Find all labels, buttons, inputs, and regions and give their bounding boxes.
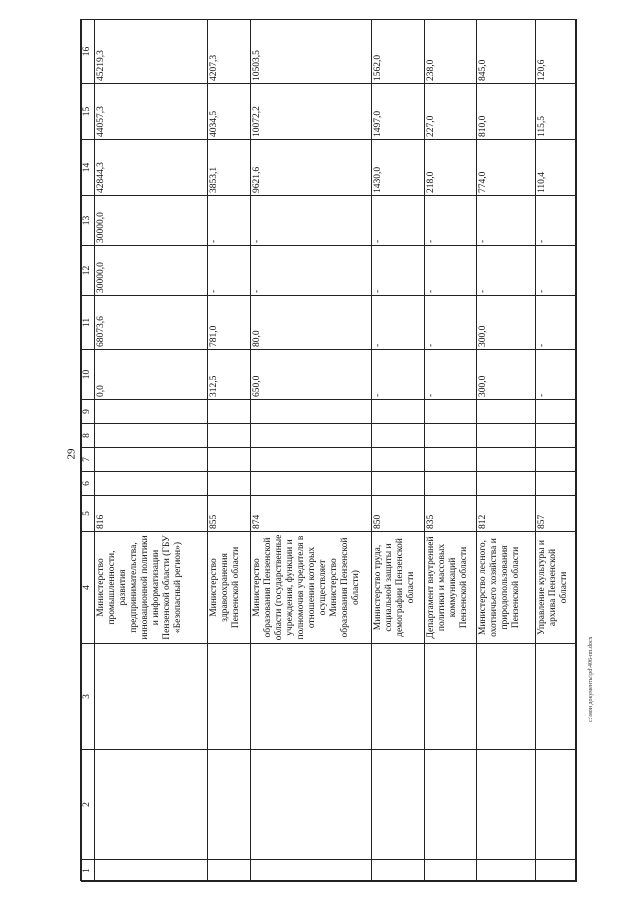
- table-cell-col12: -: [536, 246, 577, 296]
- column-header-14: 14: [82, 140, 95, 196]
- table-cell-col8: [371, 424, 424, 448]
- organization-cell: Министерство здравоохранения Пензенской области: [208, 532, 251, 644]
- table-cell-col15: 115,5: [536, 84, 577, 140]
- table-cell-col10: 650,0: [251, 350, 372, 400]
- table-cell-col1: [95, 860, 208, 882]
- table-cell-col7: [371, 448, 424, 472]
- table-cell-col1: [536, 860, 577, 882]
- table-cell-col11: 68073,6: [95, 296, 208, 350]
- table-cell-col10: -: [536, 350, 577, 400]
- column-header-12: 12: [82, 246, 95, 296]
- table-cell-col10: 312,5: [208, 350, 251, 400]
- table-row: [536, 20, 577, 882]
- column-header-7: 7: [82, 448, 95, 472]
- table-cell-col13: 30000,0: [95, 196, 208, 246]
- column-header-4: 4: [82, 532, 95, 644]
- table-cell-col10: -: [371, 350, 424, 400]
- table-cell-col5: 874: [251, 496, 372, 532]
- table-cell-col16: 10503,5: [251, 20, 372, 84]
- table-cell-col6: [208, 472, 251, 496]
- column-header-13: 13: [82, 196, 95, 246]
- table-cell-col15: 227,0: [425, 84, 476, 140]
- table-cell-col11: -: [371, 296, 424, 350]
- budget-table-container: [80, 19, 576, 881]
- table-cell-col14: 3853,1: [208, 140, 251, 196]
- table-cell-col9: [95, 400, 208, 424]
- table-row: [208, 20, 251, 882]
- table-cell-col2: [536, 750, 577, 860]
- table-cell-col12: -: [371, 246, 424, 296]
- table-cell-col9: [208, 400, 251, 424]
- table-cell-col12: -: [251, 246, 372, 296]
- table-cell-col3: [536, 644, 577, 750]
- table-cell-col6: [476, 472, 536, 496]
- organization-cell: Министерство промышленности, развития предпринимательства, инновационной политики и информатизации Пензенской области (ГБУ «Безопасный регион»): [95, 532, 208, 644]
- header-row: [82, 20, 95, 882]
- column-header-1: 1: [82, 860, 95, 882]
- table-cell-col9: [536, 400, 577, 424]
- table-cell-col7: [251, 448, 372, 472]
- table-cell-col13: -: [251, 196, 372, 246]
- column-header-16: 16: [82, 20, 95, 84]
- table-cell-col3: [251, 644, 372, 750]
- table-cell-col11: 781,0: [208, 296, 251, 350]
- column-header-6: 6: [82, 472, 95, 496]
- table-cell-col14: 774,0: [476, 140, 536, 196]
- table-cell-col7: [476, 448, 536, 472]
- table-cell-col16: 120,6: [536, 20, 577, 84]
- table-cell-col8: [425, 424, 476, 448]
- table-cell-col14: 218,0: [425, 140, 476, 196]
- table-cell-col10: -: [425, 350, 476, 400]
- table-cell-col7: [425, 448, 476, 472]
- column-header-9: 9: [82, 400, 95, 424]
- table-cell-col5: 850: [371, 496, 424, 532]
- table-cell-col13: -: [476, 196, 536, 246]
- table-cell-col10: 0,0: [95, 350, 208, 400]
- table-cell-col13: -: [425, 196, 476, 246]
- budget-table: [81, 19, 577, 882]
- table-cell-col3: [208, 644, 251, 750]
- table-body: [95, 20, 577, 882]
- table-cell-col9: [476, 400, 536, 424]
- table-cell-col14: 42844,3: [95, 140, 208, 196]
- table-cell-col3: [425, 644, 476, 750]
- column-header-15: 15: [82, 84, 95, 140]
- table-cell-col8: [95, 424, 208, 448]
- table-cell-col13: -: [208, 196, 251, 246]
- table-cell-col15: 1497,0: [371, 84, 424, 140]
- table-cell-col2: [251, 750, 372, 860]
- organization-cell: Министерство труда, социальной защиты и демографии Пензенской области: [371, 532, 424, 644]
- table-row: [95, 20, 208, 882]
- column-header-8: 8: [82, 424, 95, 448]
- table-cell-col11: 80,0: [251, 296, 372, 350]
- table-cell-col5: 857: [536, 496, 577, 532]
- table-cell-col9: [251, 400, 372, 424]
- table-cell-col1: [371, 860, 424, 882]
- table-cell-col5: 816: [95, 496, 208, 532]
- table-cell-col1: [425, 860, 476, 882]
- table-cell-col6: [425, 472, 476, 496]
- table-cell-col3: [476, 644, 536, 750]
- table-row: [476, 20, 536, 882]
- table-cell-col1: [208, 860, 251, 882]
- table-cell-col12: -: [208, 246, 251, 296]
- organization-cell: Управление культуры и архива Пензенской области: [536, 532, 577, 644]
- table-row: [251, 20, 372, 882]
- table-cell-col8: [476, 424, 536, 448]
- table-cell-col1: [251, 860, 372, 882]
- table-cell-col2: [425, 750, 476, 860]
- table-cell-col13: -: [371, 196, 424, 246]
- table-cell-col15: 810,0: [476, 84, 536, 140]
- table-cell-col12: -: [425, 246, 476, 296]
- column-header-2: 2: [82, 750, 95, 860]
- table-cell-col8: [536, 424, 577, 448]
- table-cell-col1: [476, 860, 536, 882]
- column-header-5: 5: [82, 496, 95, 532]
- table-cell-col3: [371, 644, 424, 750]
- table-cell-col8: [208, 424, 251, 448]
- column-header-10: 10: [82, 350, 95, 400]
- table-cell-col12: -: [476, 246, 536, 296]
- organization-cell: Министерство лесного, охотничьего хозяйства и природопользования Пензенской области: [476, 532, 536, 644]
- table-cell-col2: [208, 750, 251, 860]
- table-row: [425, 20, 476, 882]
- table-cell-col13: -: [536, 196, 577, 246]
- column-header-3: 3: [82, 644, 95, 750]
- table-cell-col3: [95, 644, 208, 750]
- table-cell-col2: [95, 750, 208, 860]
- table-cell-col16: 45219,3: [95, 20, 208, 84]
- table-cell-col9: [425, 400, 476, 424]
- column-header-11: 11: [82, 296, 95, 350]
- table-cell-col7: [95, 448, 208, 472]
- table-cell-col16: 4207,3: [208, 20, 251, 84]
- table-cell-col11: -: [425, 296, 476, 350]
- table-cell-col5: 812: [476, 496, 536, 532]
- table-cell-col10: 300,0: [476, 350, 536, 400]
- table-cell-col16: 845,0: [476, 20, 536, 84]
- table-cell-col15: 44057,3: [95, 84, 208, 140]
- table-cell-col15: 4034,5: [208, 84, 251, 140]
- table-cell-col11: -: [536, 296, 577, 350]
- table-cell-col2: [476, 750, 536, 860]
- organization-cell: Департамент внутренней политики и массовых коммуникаций Пензенской области: [425, 532, 476, 644]
- table-cell-col14: 110,4: [536, 140, 577, 196]
- table-cell-col8: [251, 424, 372, 448]
- table-cell-col6: [95, 472, 208, 496]
- table-cell-col5: 855: [208, 496, 251, 532]
- page-number: 29: [65, 448, 78, 460]
- table-cell-col6: [536, 472, 577, 496]
- table-cell-col12: 30000,0: [95, 246, 208, 296]
- table-cell-col9: [371, 400, 424, 424]
- table-cell-col6: [251, 472, 372, 496]
- organization-cell: Министерство образования Пензенской области (государственные учреждения, функции и полномочия учредителя в отношении которых осуществляет Министерство образования Пензенской области): [251, 532, 372, 644]
- table-cell-col15: 10072,2: [251, 84, 372, 140]
- table-cell-col2: [371, 750, 424, 860]
- table-cell-col16: 238,0: [425, 20, 476, 84]
- file-path-footer: c:\мои документы\pd\406-пп.docx: [588, 636, 594, 722]
- table-cell-col7: [208, 448, 251, 472]
- table-cell-col11: 300,0: [476, 296, 536, 350]
- table-cell-col7: [536, 448, 577, 472]
- table-cell-col14: 1430,0: [371, 140, 424, 196]
- table-row: [371, 20, 424, 882]
- table-cell-col16: 1562,0: [371, 20, 424, 84]
- table-cell-col6: [371, 472, 424, 496]
- table-cell-col5: 835: [425, 496, 476, 532]
- table-cell-col14: 9621,6: [251, 140, 372, 196]
